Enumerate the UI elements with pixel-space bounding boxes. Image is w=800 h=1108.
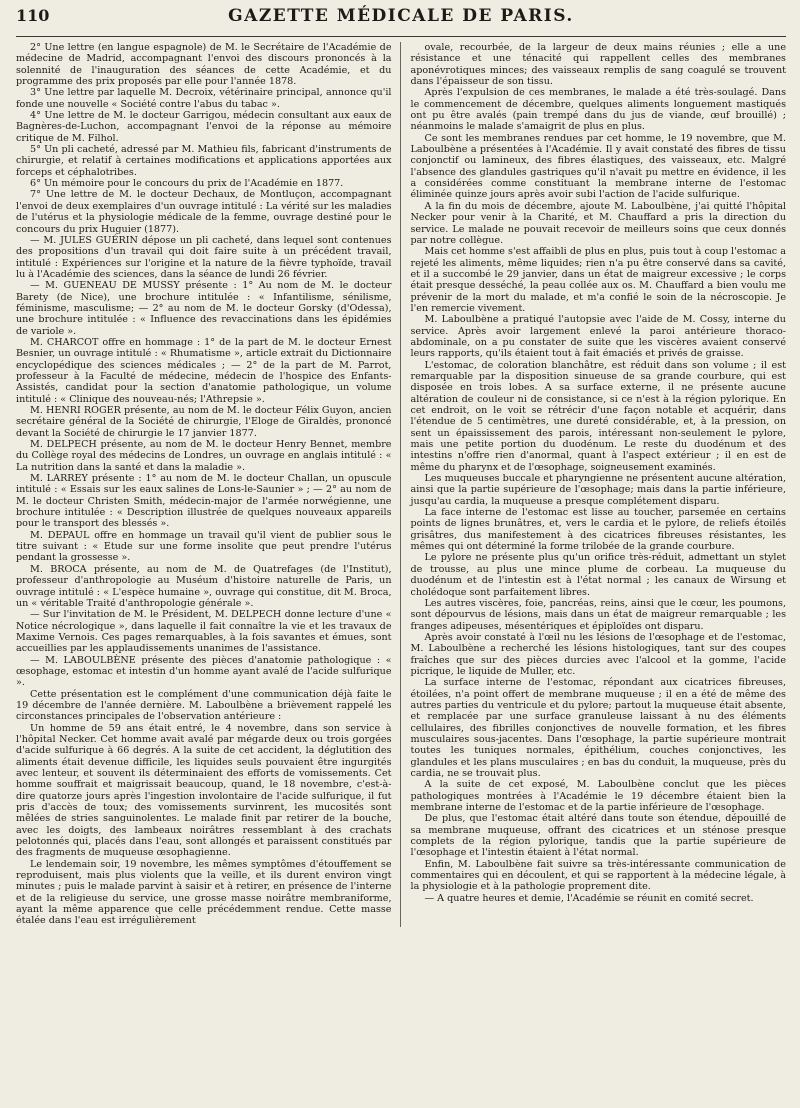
paragraph: L'estomac, de coloration blanchâtre, est réduit dans son volume ; il est remarquable par la disposition sinueuse de sa grande courbure, qui est disposée en trois lobes. A sa surface externe, il ne présente aucune altération de couleur ni de consistance, si ce n'est à la région pylorique. En cet endroit, on le voit se rétrécir d'une façon notable et acquérir, dans l'étendue de 5 centimètres, une dureté considérable, et, à la pression, on sent un épaississement des parois, intéressant non-seulement le pylore, mais une petite portion du duodénum. Le reste du duodénum et des intestins n'offre rien d'anormal, quant à l'aspect extérieur ; il en est de même du pharynx et de l'œsophage, soigneusement examinés. [410, 359, 786, 473]
paragraph: — A quatre heures et demie, l'Académie se réunit en comité secret. [424, 892, 754, 904]
paragraph: Après avoir constaté à l'œil nu les lésions de l'œsophage et de l'estomac, M. Laboulbène a recherché les lésions histologiques, tant sur des coupes fraîches que sur des pièces durcies avec l'alcool et la gomme, l'acide picrique, le liquide de Muller, etc. [410, 631, 786, 677]
right-column [411, 42, 787, 927]
paragraph: 3° Une lettre par laquelle M. Decroix, vétérinaire principal, annonce qu'il fonde une nouvelle « Société contre l'abus du tabac ». [16, 87, 392, 110]
left-column [16, 42, 401, 927]
paragraph: Le pylore ne présente plus qu'un orifice très-réduit, admettant un stylet de trousse, au plus une mince plume de corbeau. La muqueuse du duodénum et de l'intestin est à l'état normal ; les canaux de Wirsung et cholédoque sont parfaitement libres. [410, 552, 786, 598]
paragraph: La surface interne de l'estomac, répondant aux cicatrices fibreuses, étoilées, n'a point offert de membrane muqueuse ; il en a été de même des autres parties du ventricule et du pylore; partout la muqueuse était absente, et remplacée par une surface granuleuse laissant à nu des éléments cellulaires, des fibrilles conjonctives de nouvelle formation, et les fibres musculaires sous-jacentes. Dans l'œsophage, la partie supérieure montrait toutes les tuniques normales, épithélium, couches conjonctives, les glandules et les plans musculaires ; en bas du conduit, la muqueuse, près du cardia, ne se trouvait plus. [410, 677, 786, 779]
paragraph: M. HENRI ROGER présente, au nom de M. le docteur Félix Guyon, ancien secrétaire général de la Société de chirurgie, l'Eloge de Giraldès, prononcé devant la Société de chirurgie le 17 janvier 1877. [16, 405, 392, 439]
paragraph: 2° Une lettre (en langue espagnole) de M. le Secrétaire de l'Académie de médecine de Madrid, accompagnant l'envoi des discours prononcés à la solennité de l'inauguration des séances de cette Académie, et du programme des prix proposés par elle pour l'année 1878. [16, 42, 392, 88]
paragraph: 7° Une lettre de M. le docteur Dechaux, de Montluçon, accompagnant l'envoi de deux exemplaires d'un ouvrage intitulé : La vérité sur les maladies de l'utérus et la physiologie médicale de la femme, ouvrage destiné pour le concours du prix Huguier (1877). [16, 189, 392, 235]
paragraph: — Sur l'invitation de M. le Président, M. DELPECH donne lecture d'une « Notice nécrologique », dans laquelle il fait connaître la vie et les travaux de Maxime Vernois. Ces pages remarquables, à la fois savantes et émues, sont accueillies par les applaudissements unanimes de l'assistance. [16, 609, 392, 655]
paragraph: Mais cet homme s'est affaibli de plus en plus, puis tout à coup l'estomac a rejeté les aliments, même liquides; rien n'a pu être conservé dans sa cavité, et il a succombé le 29 janvier, dans un état de maigreur excessive ; le corps était presque desséché, la peau collée aux os. M. Chauffard a bien voulu me prévenir de la mort du malade, et m'a confié le soin de la nécroscopie. Je l'en remercie vivement. [410, 246, 786, 314]
paragraph: De plus, que l'estomac était altéré dans toute son étendue, dépouillé de sa membrane muqueuse, offrant des cicatrices et un sténose presque complets de la région pylorique, tandis que la partie supérieure de l'œsophage et l'intestin étaient à l'état normal. [410, 813, 786, 859]
paragraph: Cette présentation est le complément d'une communication déjà faite le 19 décembre de l'année dernière. M. Laboulbène a brièvement rappelé les circonstances principales de l'observation antérieure : [16, 688, 392, 723]
paragraph: A la suite de cet exposé, M. Laboulbène conclut que les pièces pathologiques montrées à l'Académie le 19 décembre étaient bien la membrane interne de l'estomac et de la partie inférieure de l'œsophage. [410, 779, 786, 814]
paragraph: 6° Un mémoire pour le concours du prix de l'Académie en 1877. [30, 178, 344, 190]
paragraph: Les muqueuses buccale et pharyngienne ne présentent aucune altération, ainsi que la partie supérieure de l'œsophage; mais dans la partie inférieure, jusqu'au cardia, la muqueuse a presque complétement disparu. [410, 473, 786, 507]
paragraph: 4° Une lettre de M. le docteur Garrigou, médecin consultant aux eaux de Bagnères-de-Luchon, accompagnant l'envoi de la réponse au mémoire critique de M. Filhol. [16, 110, 392, 144]
paragraph: M. LARREY présente : 1° au nom de M. le docteur Challan, un opuscule intitulé : « Essais sur les eaux salines de Lons-le-Saunier » ; — 2° au nom de M. le docteur Christen Smith, médecin-major de l'armée norwégienne, une brochure intitulée : « Description illustrée de quelques nouveaux appareils pour le transport des blessés ». [16, 473, 392, 530]
paragraph: M. BROCA présente, au nom de M. de Quatrefages (de l'Institut), professeur d'anthropologie au Muséum d'histoire naturelle de Paris, un ouvrage intitulé : « L'espèce humaine », ouvrage qui constitue, dit M. Broca, un « véritable Traité d'anthropologie générale ». [16, 563, 392, 609]
paragraph: ovale, recourbée, de la largeur de deux mains réunies ; elle a une résistance et une ténacité qui rappellent celles des membranes aponévrotiques minces; des vaisseaux remplis de sang coagulé se trouvent dans l'épaisseur de son tissu. [410, 42, 786, 88]
paragraph: Le lendemain soir, 19 novembre, les mêmes symptômes d'étouffement se reproduisent, mais plus violents que la veille, et ils durent environ vingt minutes ; puis le malade parvint à saisir et à retirer, en présence de l'interne et de la religieuse du service, une grosse masse noirâtre membraniforme, ayant la même apparence que celle précédemment rendue. Cette masse étalée dans l'eau est irrégulièrement [16, 858, 392, 927]
paragraph: Ce sont les membranes rendues par cet homme, le 19 novembre, que M. Laboulbène a présentées à l'Académie. Il y avait constaté des fibres de tissu conjonctif ou lamineux, des fibres élastiques, des vaisseaux, etc. Malgré l'absence des glandules gastriques qu'il n'avait pu mettre en évidence, il les a considérées comme constituant la membrane interne de l'estomac éliminée quinze jours après avoir subi l'action de l'acide sulfurique. [410, 132, 786, 201]
paragraph: — M. GUENEAU DE MUSSY présente : 1° Au nom de M. le docteur Barety (de Nice), une brochure intitulée : « Infantilisme, sénilisme, féminisme, masculisme; — 2° au nom de M. le docteur Gorsky (d'Odessa), une brochure intitulée : « Influence des revaccinations dans les épidémies de variole ». [16, 280, 392, 337]
paragraph: M. CHARCOT offre en hommage : 1° de la part de M. le docteur Ernest Besnier, un ouvrage intitulé : « Rhumatisme », article extrait du Dictionnaire encyclopédique des sciences médicales ; — 2° de la part de M. Parrot, professeur à la Faculté de médecine, médecin de l'hospice des Enfants-Assistés, candidat pour la section d'anatomie pathologique, un volume intitulé : « Clinique des nouveau-nés; l'Athrepsie ». [16, 336, 392, 405]
article-columns [16, 42, 786, 927]
paragraph: M. Laboulbène a pratiqué l'autopsie avec l'aide de M. Cossy, interne du service. Après avoir largement enlevé la paroi antérieure thoraco-abdominale, on a pu constater de suite que les viscères avaient conservé leurs rapports, qu'ils étaient tout à fait émaciés et privés de graisse. [410, 314, 786, 360]
paragraph: Les autres viscères, foie, pancréas, reins, ainsi que le cœur, les poumons, sont dépourvus de lésions, mais dans un état de maigreur remarquable ; les franges adipeuses, mésentériques et épiploïdes ont disparu. [410, 597, 786, 632]
paragraph: M. DELPECH présente, au nom de M. le docteur Henry Bennet, membre du Collège royal des médecins de Londres, un ouvrage en anglais intitulé : « La nutrition dans la santé et dans la maladie ». [16, 439, 392, 473]
paragraph: 5° Un pli cacheté, adressé par M. Mathieu fils, fabricant d'instruments de chirurgie, et relatif à certaines modifications et applications apportées aux forceps et céphalotribes. [16, 144, 392, 178]
page-number: 110 [16, 6, 50, 25]
paragraph: Enfin, M. Laboulbène fait suivre sa très-intéressante communication de commentaires qui en découlent, et qui se rapportent à la médecine légale, à la physiologie et à la pathologie proprement dite. [410, 858, 786, 893]
paragraph: La face interne de l'estomac est lisse au toucher, parsemée en certains points de lignes brunâtres, et, vers le cardia et le pylore, de reliefs étoilés grisâtres, dus manifestement à des cicatrices fibreuses résistantes, les mêmes qui ont déterminé la forme trilobée de la grande courbure. [410, 507, 786, 553]
page-header [16, 6, 786, 37]
paragraph: M. DEPAUL offre en hommage un travail qu'il vient de publier sous le titre suivant : « Etude sur une forme insolite que peut prendre l'utérus pendant la grossesse ». [16, 529, 392, 564]
journal-title: GAZETTE MÉDICALE DE PARIS. [228, 6, 574, 26]
paragraph: A la fin du mois de décembre, ajoute M. Laboulbène, j'ai quitté l'hôpital Necker pour venir à la Charité, et M. Chauffard a pris la direction du service. Le malade ne pouvait recevoir de meilleurs soins que ceux donnés par notre collègue. [410, 200, 786, 246]
paragraph: — M. LABOULBÈNE présente des pièces d'anatomie pathologique : « œsophage, estomac et intestin d'un homme ayant avalé de l'acide sulfurique ». [16, 654, 392, 689]
paragraph: — M. JULES GUÉRIN dépose un pli cacheté, dans lequel sont contenues des propositions d'un travail qui doit faire suite à un précédent travail, intitulé : Expériences sur l'origine et la nature de la fièvre typhoïde, travail lu à l'Académie des sciences, dans la séance de lundi 26 février. [16, 234, 392, 280]
paragraph: Après l'expulsion de ces membranes, le malade a été très-soulagé. Dans le commencement de décembre, quelques aliments longuement mastiqués ont pu être avalés (pain trempé dans du jus de viande, œuf brouillé) ; néanmoins le malade s'amaigrit de plus en plus. [410, 87, 786, 133]
paragraph: Un homme de 59 ans était entré, le 4 novembre, dans son service à l'hôpital Necker. Cet homme avait avalé par mégarde deux ou trois gorgées d'acide sulfurique à 66 degrés. A la suite de cet accident, la déglutition des aliments était devenue difficile, les liquides seuls pouvaient être ingurgités avec lenteur, et souvent ils déterminaient des efforts de vomissements. Cet homme souffrait et maigrissait beaucoup, quand, le 18 novembre, c'est-à-dire quatorze jours après l'ingestion involontaire de l'acide sulfurique, il fut pris d'accès de toux; des vomissements survinrent, les mucosités sont mêlées de stries sanguinolentes. Le malade finit par retirer de la bouche, avec les doigts, des lambeaux noirâtres ressemblant à des crachats pelotonnés qui, placés dans l'eau, sont allongés et paraissent constitués par des fragments de muqueuse œsophagienne. [16, 722, 392, 859]
